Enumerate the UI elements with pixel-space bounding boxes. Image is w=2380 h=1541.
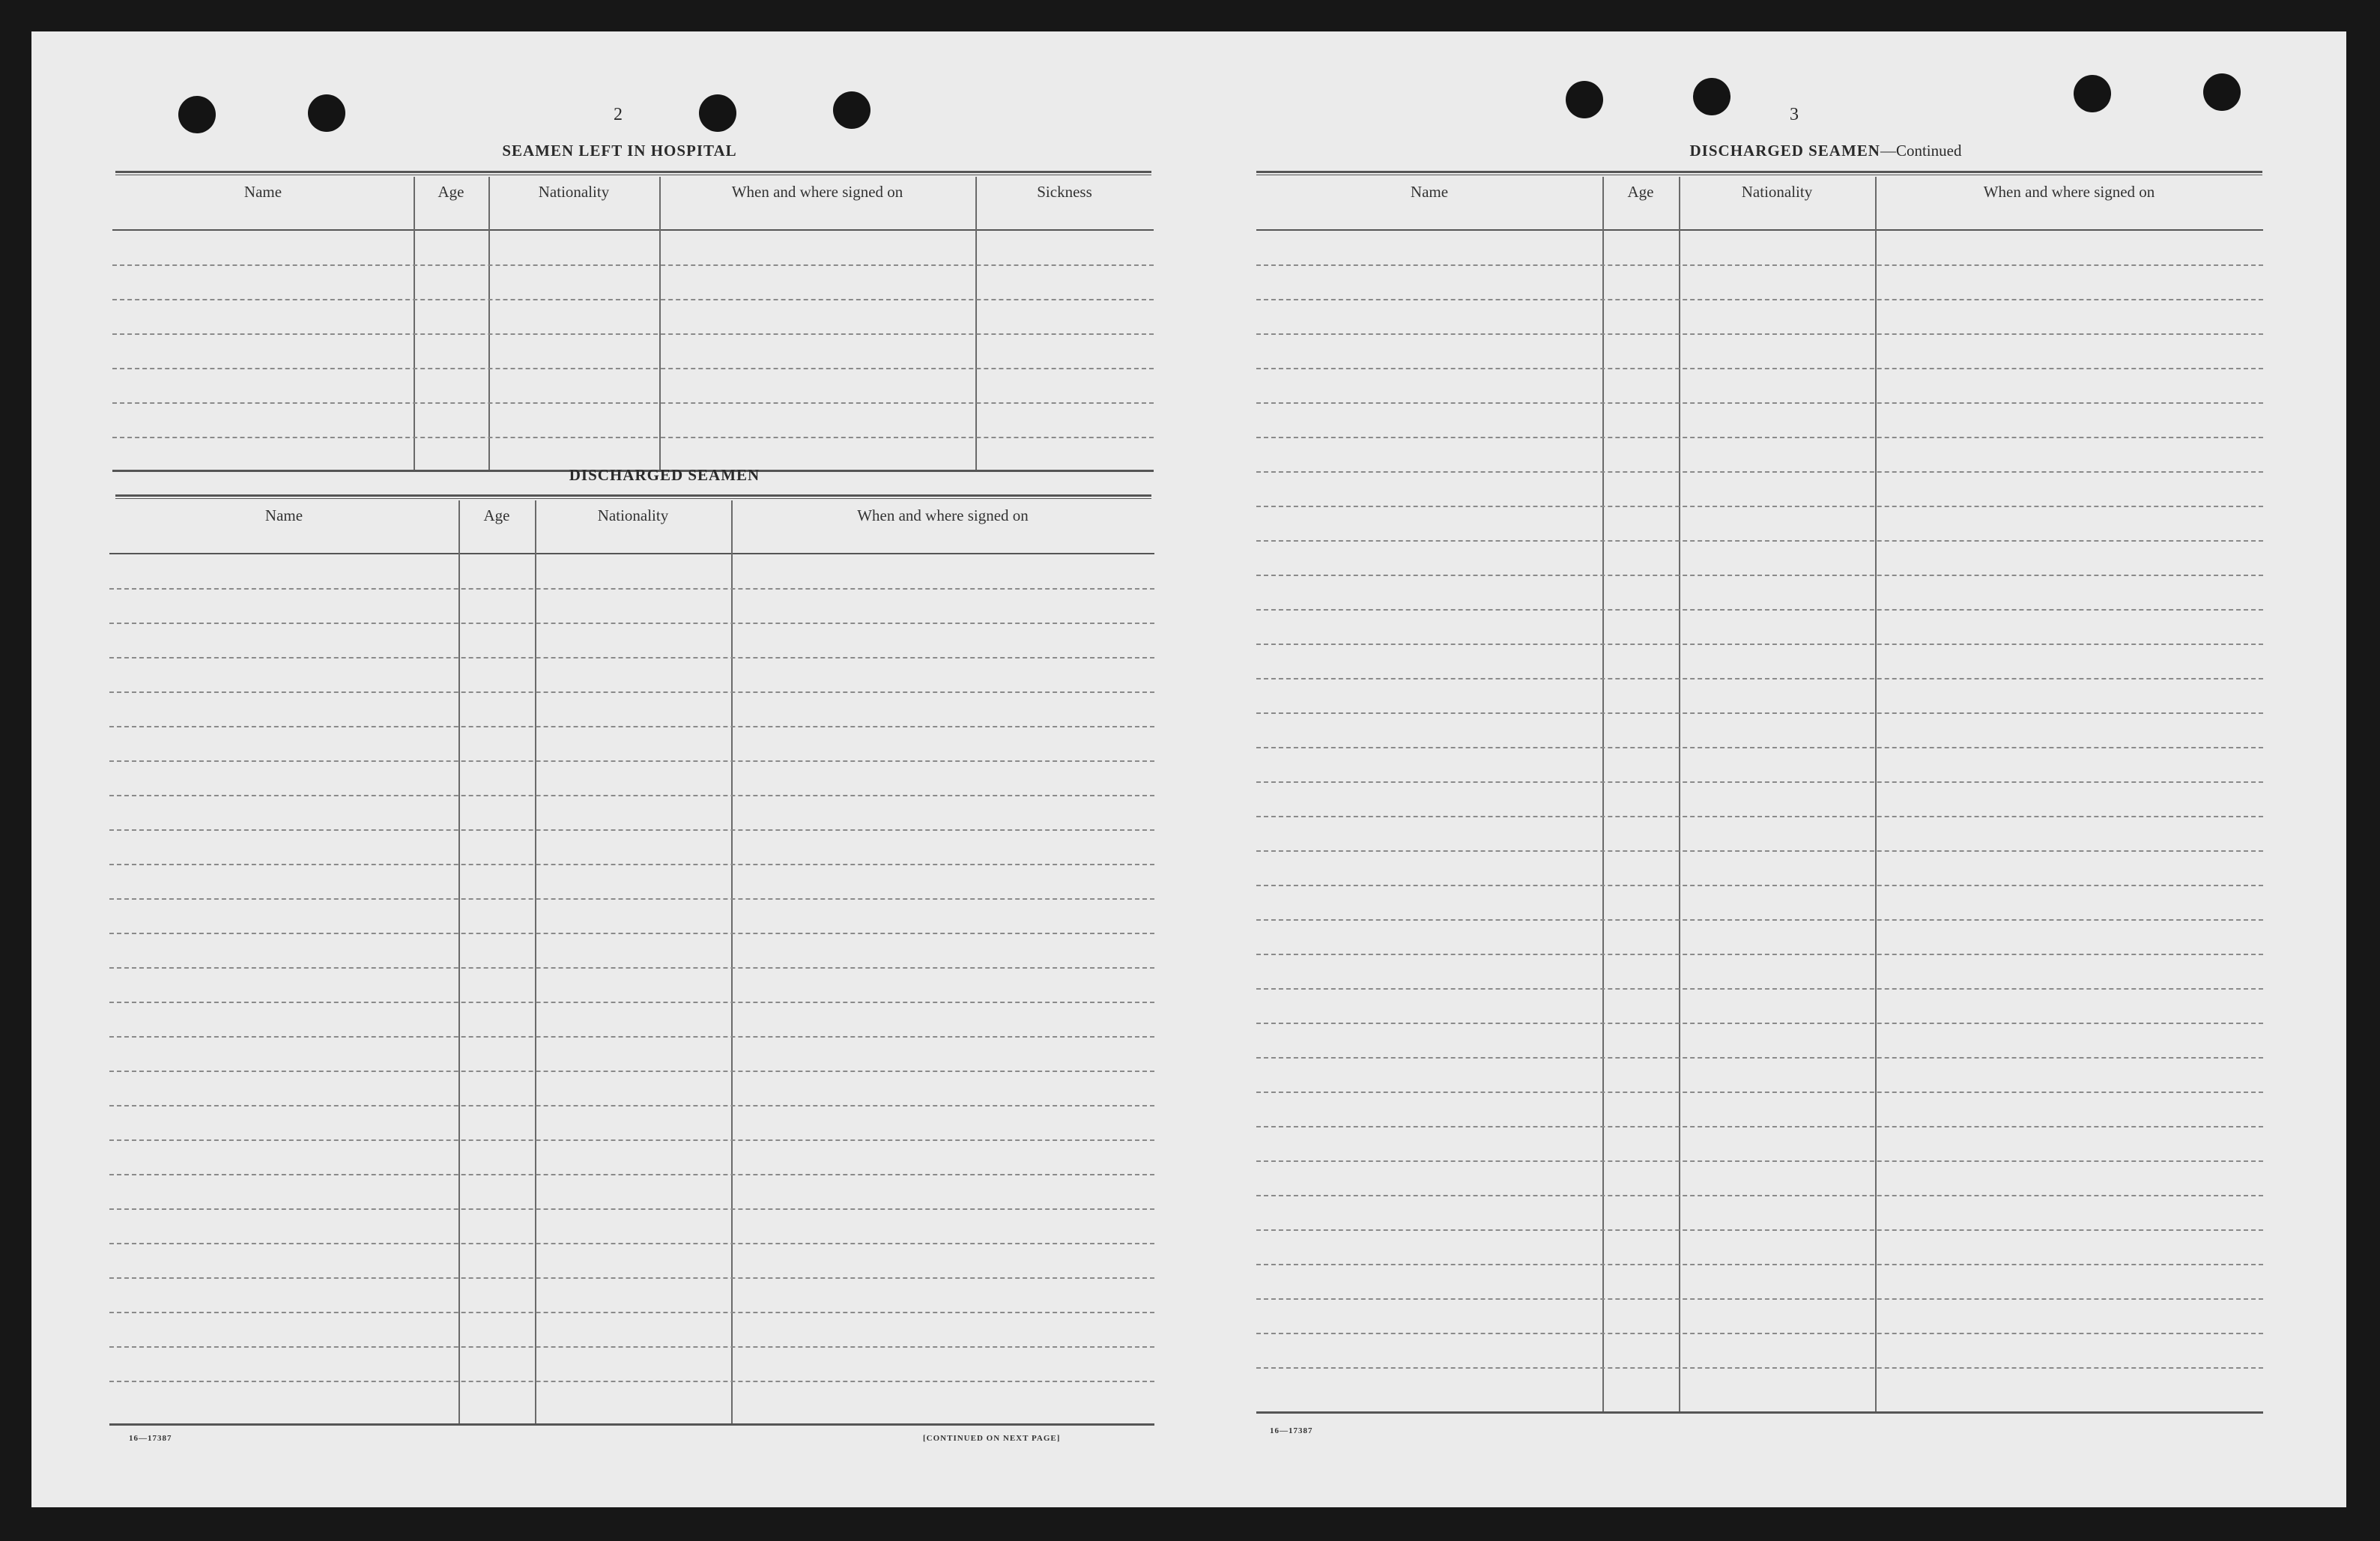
table-row [109,1381,1154,1382]
page-number: 2 [614,105,623,124]
table-row [1256,402,2263,404]
table-row [112,437,1154,438]
table-row [109,1071,1154,1072]
table-row [1256,540,2263,542]
table-row [1256,609,2263,611]
table-row [1256,850,2263,852]
section-title-text: DISCHARGED SEAMEN [1689,142,1880,160]
column-header-name: Name [264,506,303,524]
table-row [1256,816,2263,817]
hospital-section-title: SEAMEN LEFT IN HOSPITAL [502,142,737,160]
left-page [31,31,1189,1507]
table-row [112,368,1154,369]
table-row [1256,575,2263,576]
continued-note: [CONTINUED ON NEXT PAGE] [923,1434,1061,1443]
table-header [1256,177,2263,231]
table-row [109,1208,1154,1210]
column-divider [1875,177,1877,1413]
table-row [1256,471,2263,473]
table-row [109,864,1154,865]
column-header-sickness: Sickness [1037,183,1092,201]
section-rule [115,171,1151,175]
hospital-table [112,177,1154,471]
table-row [112,264,1154,266]
page-number: 3 [1790,105,1799,124]
table-row [109,1243,1154,1244]
column-divider [975,177,977,471]
column-divider [414,177,415,471]
table-row [1256,781,2263,783]
table-row [1256,954,2263,955]
column-header-signed-on: When and where signed on [857,506,1029,524]
column-header-age: Age [483,506,510,524]
table-row [1256,1298,2263,1300]
column-header-nationality: Nationality [538,183,610,201]
table-row [1256,1333,2263,1334]
right-page [1189,31,2346,1507]
table-row [109,1174,1154,1175]
table-row [109,657,1154,659]
discharged-continued-title [1563,142,2088,160]
table-row [1256,678,2263,679]
table-row [109,1312,1154,1313]
table-row [109,691,1154,693]
table-row [1256,1126,2263,1127]
table-header [112,177,1154,231]
column-header-signed-on: When and where signed on [731,183,903,201]
table-row [109,760,1154,762]
table-row [1256,885,2263,886]
form-number: 16—17387 [1270,1426,1313,1435]
table-row [109,1139,1154,1141]
table-row [112,299,1154,300]
table-row [1256,506,2263,507]
table-row [1256,1229,2263,1231]
table-row [1256,1057,2263,1059]
column-divider [1679,177,1680,1413]
table-row [1256,437,2263,438]
table-bottom-rule [1256,1411,2263,1414]
discharged-table-left [109,500,1154,1425]
table-row [1256,1367,2263,1369]
table-row [1256,1092,2263,1093]
table-row [109,933,1154,934]
form-number: 16—17387 [129,1434,172,1443]
table-row [1256,368,2263,369]
table-row [1256,919,2263,921]
section-rule [1256,171,2262,175]
table-row [1256,1264,2263,1265]
table-row [109,829,1154,831]
column-header-age: Age [1627,183,1654,201]
section-rule [115,494,1151,499]
table-row [1256,712,2263,714]
table-row [1256,747,2263,748]
column-header-name: Name [243,183,282,201]
table-row [109,1002,1154,1003]
column-header-signed-on: When and where signed on [1983,183,2155,201]
table-row [109,1277,1154,1279]
table-row [109,795,1154,796]
table-row [1256,333,2263,335]
table-row [1256,299,2263,300]
table-row [109,967,1154,969]
table-bottom-rule [109,1423,1154,1426]
table-row [1256,1160,2263,1162]
column-header-age: Age [437,183,464,201]
column-divider [458,500,460,1425]
table-row [1256,1195,2263,1196]
table-row [109,588,1154,590]
table-row [1256,1023,2263,1024]
column-divider [535,500,536,1425]
column-divider [488,177,490,471]
discharged-table-right [1256,177,2263,1413]
table-row [109,1105,1154,1106]
table-row [112,333,1154,335]
table-row [1256,644,2263,645]
table-row [1256,264,2263,266]
column-header-nationality: Nationality [597,506,669,524]
table-header [109,500,1154,554]
table-row [109,726,1154,727]
table-row [109,898,1154,900]
table-row [1256,988,2263,990]
table-row [109,1346,1154,1348]
discharged-section-title: DISCHARGED SEAMEN [569,466,760,484]
section-title-suffix: —Continued [1880,142,1962,160]
column-header-name: Name [1410,183,1449,201]
document-sheet [31,31,2346,1507]
column-divider [1602,177,1604,1413]
column-divider [731,500,733,1425]
table-row [109,623,1154,624]
table-row [109,1036,1154,1038]
column-divider [659,177,661,471]
column-header-nationality: Nationality [1741,183,1813,201]
table-row [112,402,1154,404]
